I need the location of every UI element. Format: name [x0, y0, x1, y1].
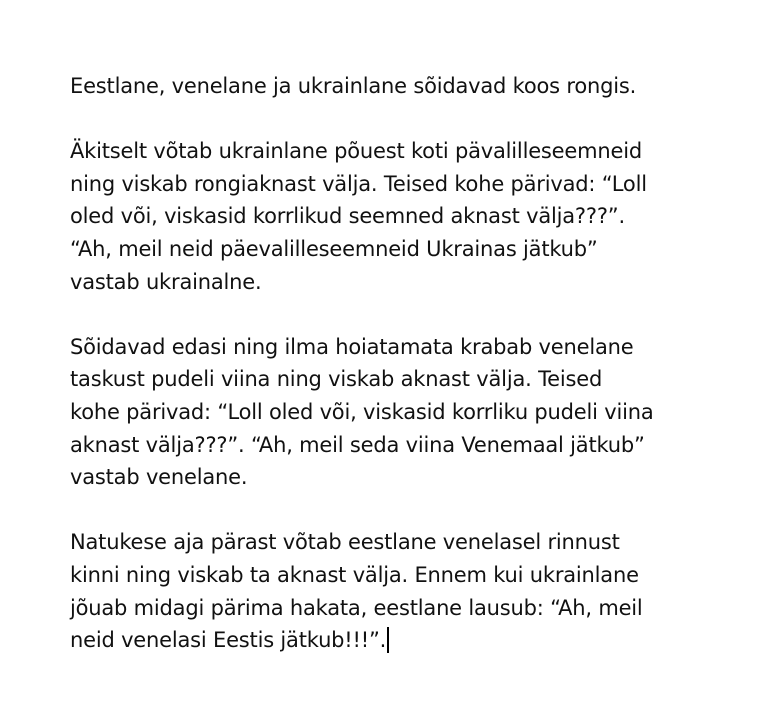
paragraph-ukrainian: Äkitselt võtab ukrainlane põuest koti pävalilleseemneid ning viskab rongiaknast välja. Teised kohe pärivad: “Loll oled või, viskasid korrlikud seemned aknast välja???”. “Ah, meil neid päevalilleseemneid Ukrainas jätkub” vastab ukrainalne. [70, 139, 647, 294]
paragraph-estonian-text: Natukese aja pärast võtab eestlane venelasel rinnust kinni ning viskab ta aknast välja. Ennem kui ukrainlane jõuab midagi pärima hakata, eestlane lausub: “Ah, meil neid venelasi Eestis jätkub!!!”. [70, 530, 643, 653]
paragraph-estonian [70, 526, 710, 656]
paragraph-intro: Eestlane, venelane ja ukrainlane sõidavad koos rongis. [70, 74, 637, 98]
paragraph-russian: Sõidavad edasi ning ilma hoiatamata krabab venelane taskust pudeli viina ning viskab aknast välja. Teised kohe pärivad: “Loll oled või, viskasid korrliku pudeli viina aknast välja???”. “Ah, meil seda viina Venemaal jätkub” vastab venelane. [70, 334, 654, 490]
text-cursor [387, 627, 389, 653]
document-body[interactable] [70, 70, 710, 657]
